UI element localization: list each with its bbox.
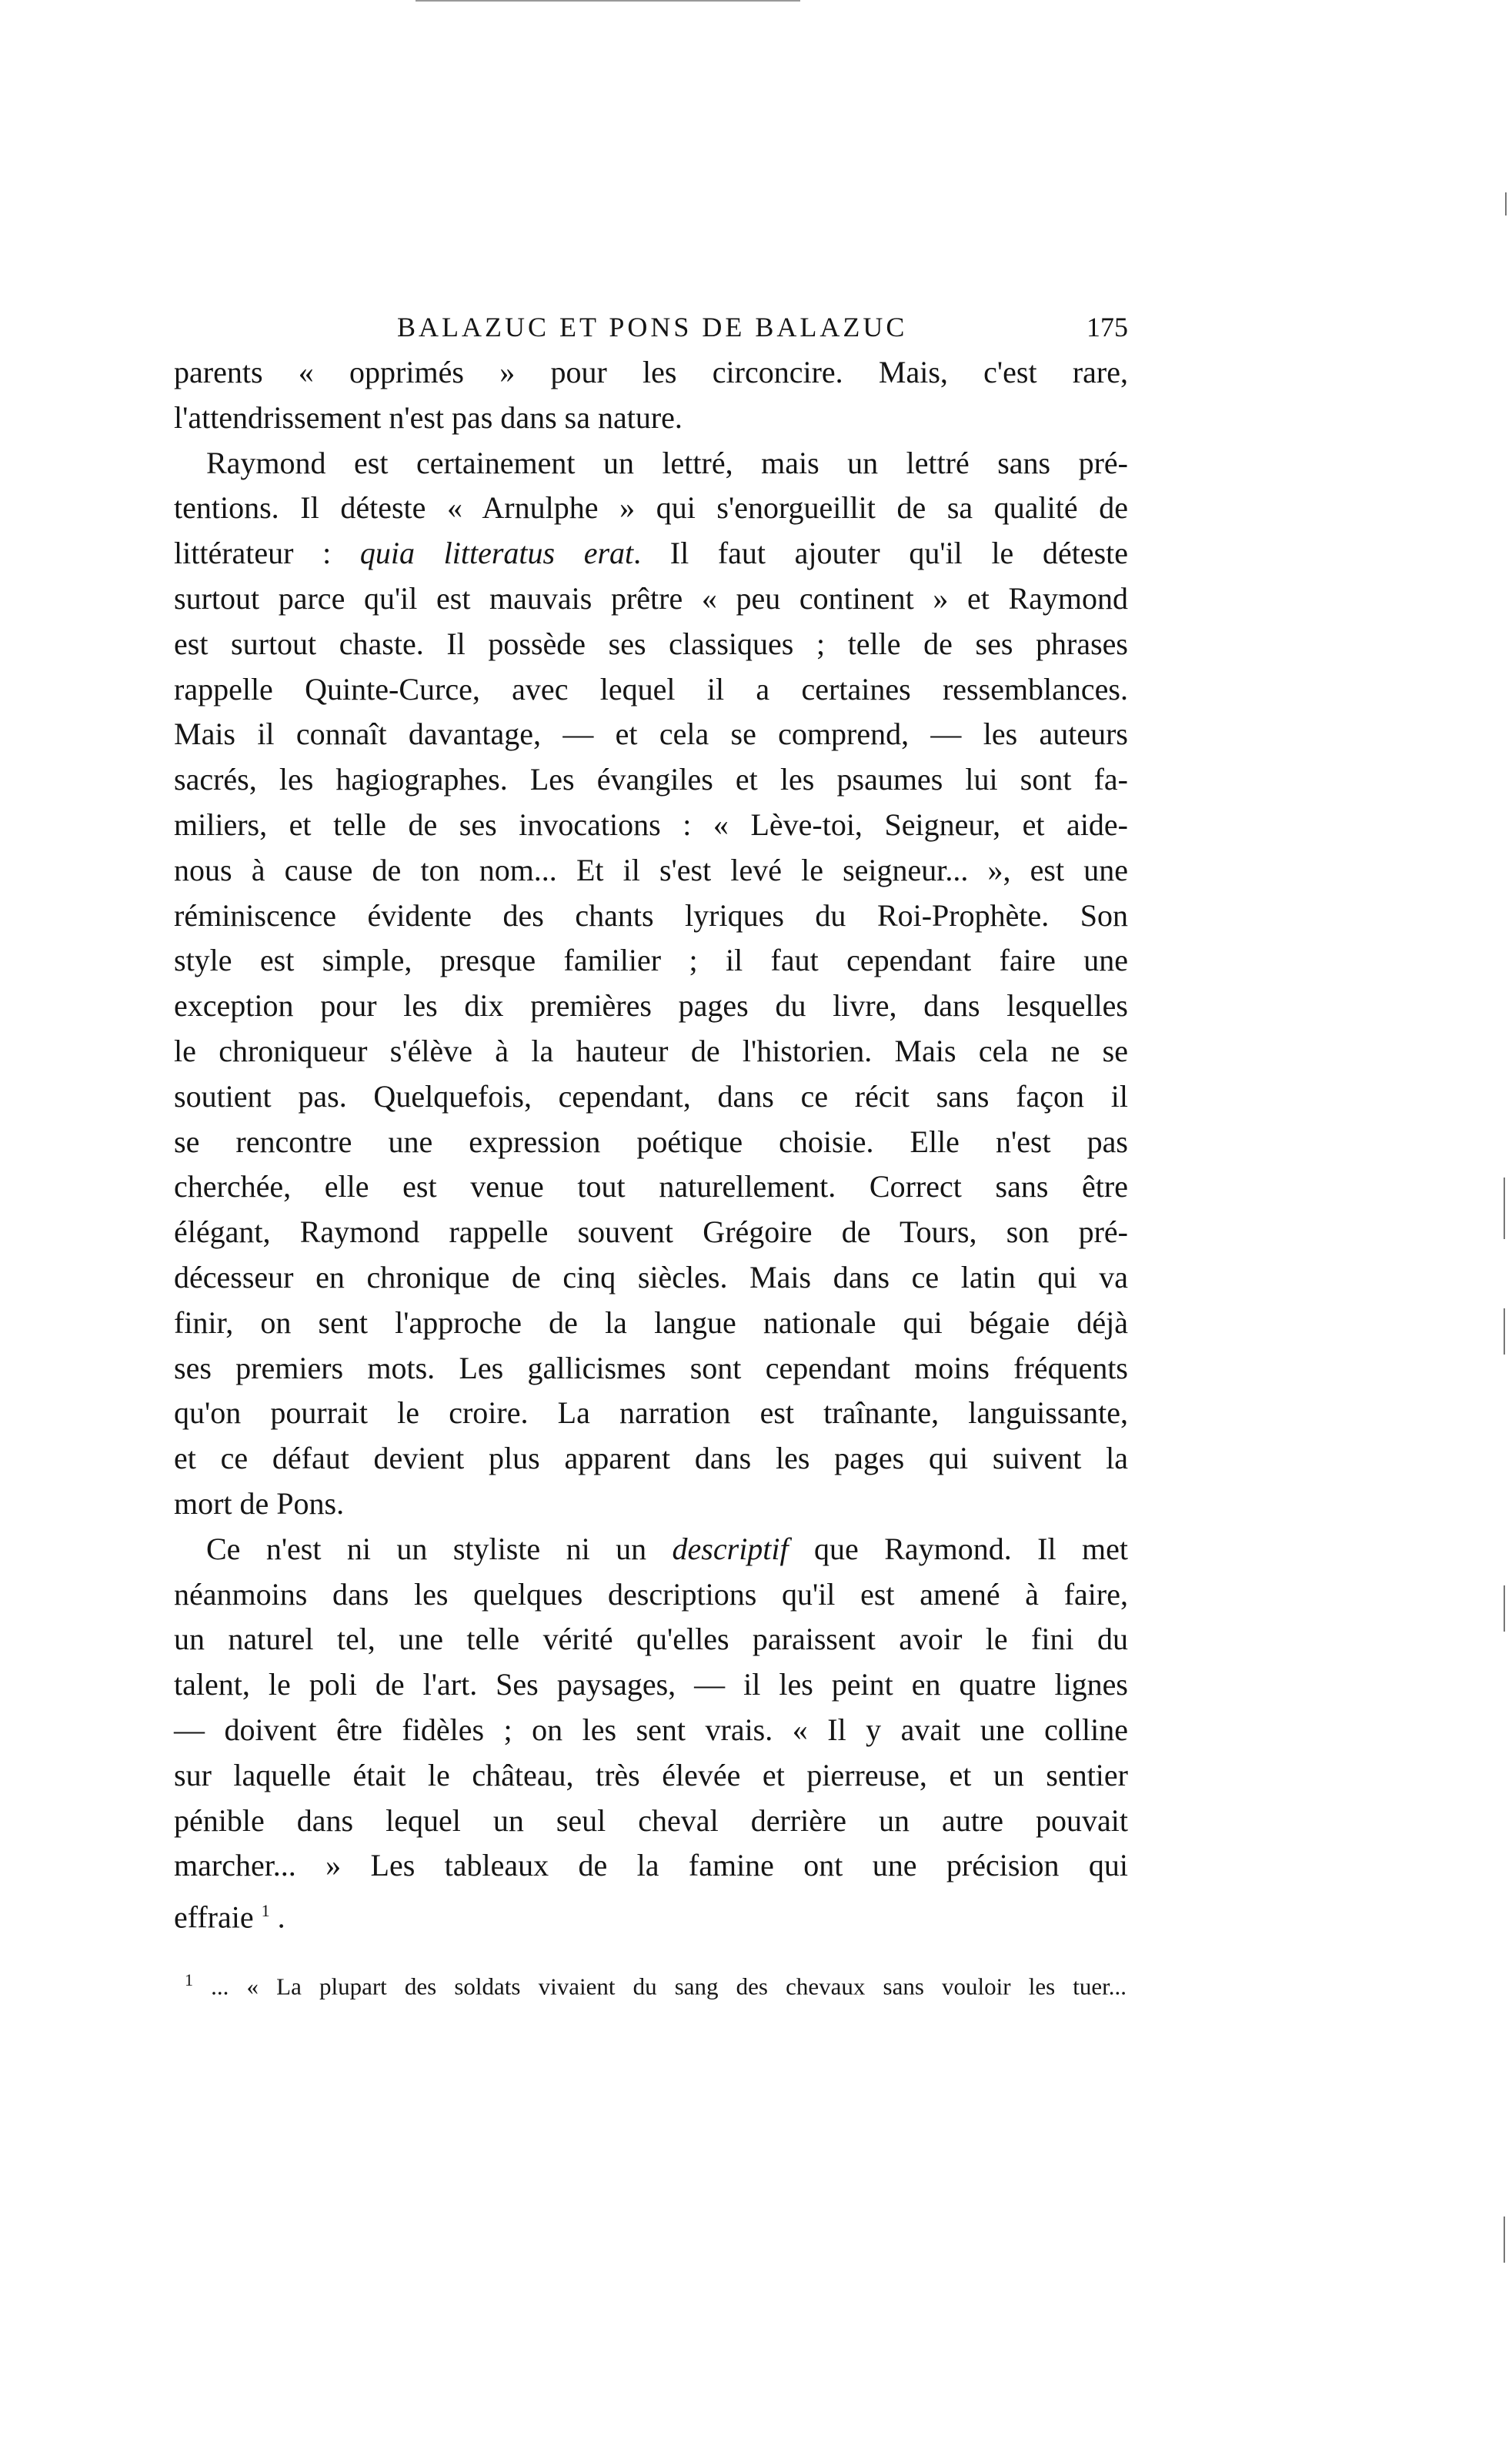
text-segment: néanmoins dans les quelques descriptions qu'il est amené à faire, (174, 1576, 1128, 1612)
text-line (174, 848, 1128, 894)
page-number: 175 (1086, 312, 1128, 342)
text-line (174, 938, 1128, 984)
text-segment: tentions. Il déteste « Arnulphe » qui s'enorgueillit de sa qualité de (174, 490, 1128, 526)
text-segment: sur laquelle était le château, très élevée et pierreuse, et un sentier (174, 1757, 1128, 1792)
text-segment: que Raymond. Il met (788, 1531, 1129, 1566)
text-segment: style est simple, presque familier ; il faut cependant faire une (174, 943, 1128, 978)
text-line (174, 486, 1128, 531)
text-segment: rappelle Quinte-Curce, avec lequel il a certaines ressemblances. (174, 671, 1128, 707)
text-segment: réminiscence évidente des chants lyriques du Roi-Prophète. Son (174, 897, 1128, 933)
text-line (174, 1843, 1128, 1889)
text-segment: soutient pas. Quelquefois, cependant, dans ce récit sans façon il (174, 1078, 1128, 1114)
text-segment: . (269, 1899, 285, 1935)
italic-text: quia litteratus erat (359, 536, 634, 571)
text-segment: finir, on sent l'approche de la langue nationale qui bégaie déjà (174, 1305, 1128, 1340)
text-segment: exception pour les dix premières pages du livre, dans lesquelles (174, 988, 1128, 1024)
running-title: BALAZUC ET PONS DE BALAZUC (397, 312, 908, 342)
text-segment: décesseur en chronique de cinq siècles. Mais dans ce latin qui va (174, 1259, 1128, 1294)
text-line (174, 1527, 1128, 1572)
text-segment: Mais il connaît davantage, — et cela se comprend, — les auteurs (174, 717, 1128, 752)
text-line (174, 1799, 1128, 1844)
body-text (174, 350, 1128, 1934)
text-segment: nous à cause de ton nom... Et il s'est levé le seigneur... », est une (174, 852, 1128, 887)
text-line (174, 1074, 1128, 1120)
text-line (174, 1889, 1128, 1934)
text-segment: est surtout chaste. Il possède ses classiques ; telle de ses phrases (174, 626, 1128, 661)
text-line (174, 1436, 1128, 1482)
scan-margin-mark (1504, 2217, 1505, 2263)
text-line (174, 894, 1128, 939)
text-line (174, 396, 1128, 441)
text-segment: talent, le poli de l'art. Ses paysages, — il les peint en quatre lignes (174, 1667, 1128, 1702)
text-segment: Raymond est certainement un lettré, mais un lettré sans pré- (206, 445, 1128, 480)
text-line (174, 1301, 1128, 1346)
text-line (174, 1708, 1128, 1753)
text-line (174, 350, 1128, 396)
text-line (174, 803, 1128, 848)
text-segment: élégant, Raymond rappelle souvent Grégoire de Tours, son pré- (174, 1214, 1128, 1250)
text-segment: effraie (174, 1899, 262, 1935)
text-segment: surtout parce qu'il est mauvais prêtre « peu continent » et Raymond (174, 580, 1128, 616)
footnote (185, 1970, 1126, 2000)
text-line (174, 1120, 1128, 1165)
text-line (174, 531, 1128, 576)
text-segment: qu'on pourrait le croire. La narration est traînante, languissante, (174, 1395, 1128, 1431)
running-header (174, 311, 1128, 349)
scan-margin-mark (1504, 1585, 1505, 1632)
scan-margin-mark (1504, 1308, 1505, 1355)
text-segment: miliers, et telle de ses invocations : « Lève-toi, Seigneur, et aide- (174, 807, 1128, 842)
text-line (174, 1572, 1128, 1618)
text-line (174, 1617, 1128, 1662)
text-segment: — doivent être fidèles ; on les sent vrais. « Il y avait une colline (174, 1712, 1128, 1747)
text-line (174, 1029, 1128, 1074)
text-line (174, 1662, 1128, 1708)
text-line (174, 1255, 1128, 1301)
text-line (174, 1164, 1128, 1210)
scan-margin-mark (1504, 1178, 1505, 1239)
italic-text: descriptif (672, 1531, 789, 1566)
text-segment: marcher... » Les tableaux de la famine ont une précision qui (174, 1848, 1128, 1883)
text-line (174, 1391, 1128, 1436)
text-segment: l'attendrissement n'est pas dans sa nature. (174, 399, 683, 435)
text-segment: Ce n'est ni un styliste ni un (206, 1531, 673, 1566)
text-line (174, 712, 1128, 757)
text-segment: un naturel tel, une telle vérité qu'elles paraissent avoir le fini du (174, 1622, 1128, 1657)
text-line (174, 1753, 1128, 1799)
text-segment: mort de Pons. (174, 1485, 345, 1521)
text-line (174, 622, 1128, 667)
scan-edge-line (416, 0, 800, 2)
text-line (174, 667, 1128, 713)
text-line (174, 1482, 1128, 1527)
text-line (174, 757, 1128, 803)
text-segment: . Il faut ajouter qu'il le déteste (633, 536, 1128, 571)
footnote-text: ... « La plupart des soldats vivaient du sang des chevaux sans vouloir les tuer... (211, 1973, 1127, 2000)
text-segment: ses premiers mots. Les gallicismes sont cependant moins fréquents (174, 1350, 1128, 1385)
text-line (174, 1346, 1128, 1391)
text-segment: littérateur : (174, 536, 360, 571)
text-segment: pénible dans lequel un seul cheval derrière un autre pouvait (174, 1802, 1128, 1838)
text-segment: se rencontre une expression poétique choisie. Elle n'est pas (174, 1124, 1128, 1159)
text-segment: cherchée, elle est venue tout naturellement. Correct sans être (174, 1169, 1128, 1204)
text-segment: parents « opprimés » pour les circoncire. Mais, c'est rare, (174, 355, 1128, 389)
footnote-reference: 1 (261, 1901, 270, 1921)
text-line (174, 441, 1128, 486)
footnote-marker: 1 (185, 1970, 193, 1989)
text-segment: le chroniqueur s'élève à la hauteur de l'historien. Mais cela ne se (174, 1033, 1128, 1068)
text-segment: sacrés, les hagiographes. Les évangiles et les psaumes lui sont fa- (174, 762, 1128, 797)
scan-margin-mark (1505, 192, 1507, 215)
text-line (174, 1210, 1128, 1255)
text-line (174, 576, 1128, 622)
text-segment: et ce défaut devient plus apparent dans les pages qui suivent la (174, 1441, 1128, 1476)
text-line (174, 984, 1128, 1029)
